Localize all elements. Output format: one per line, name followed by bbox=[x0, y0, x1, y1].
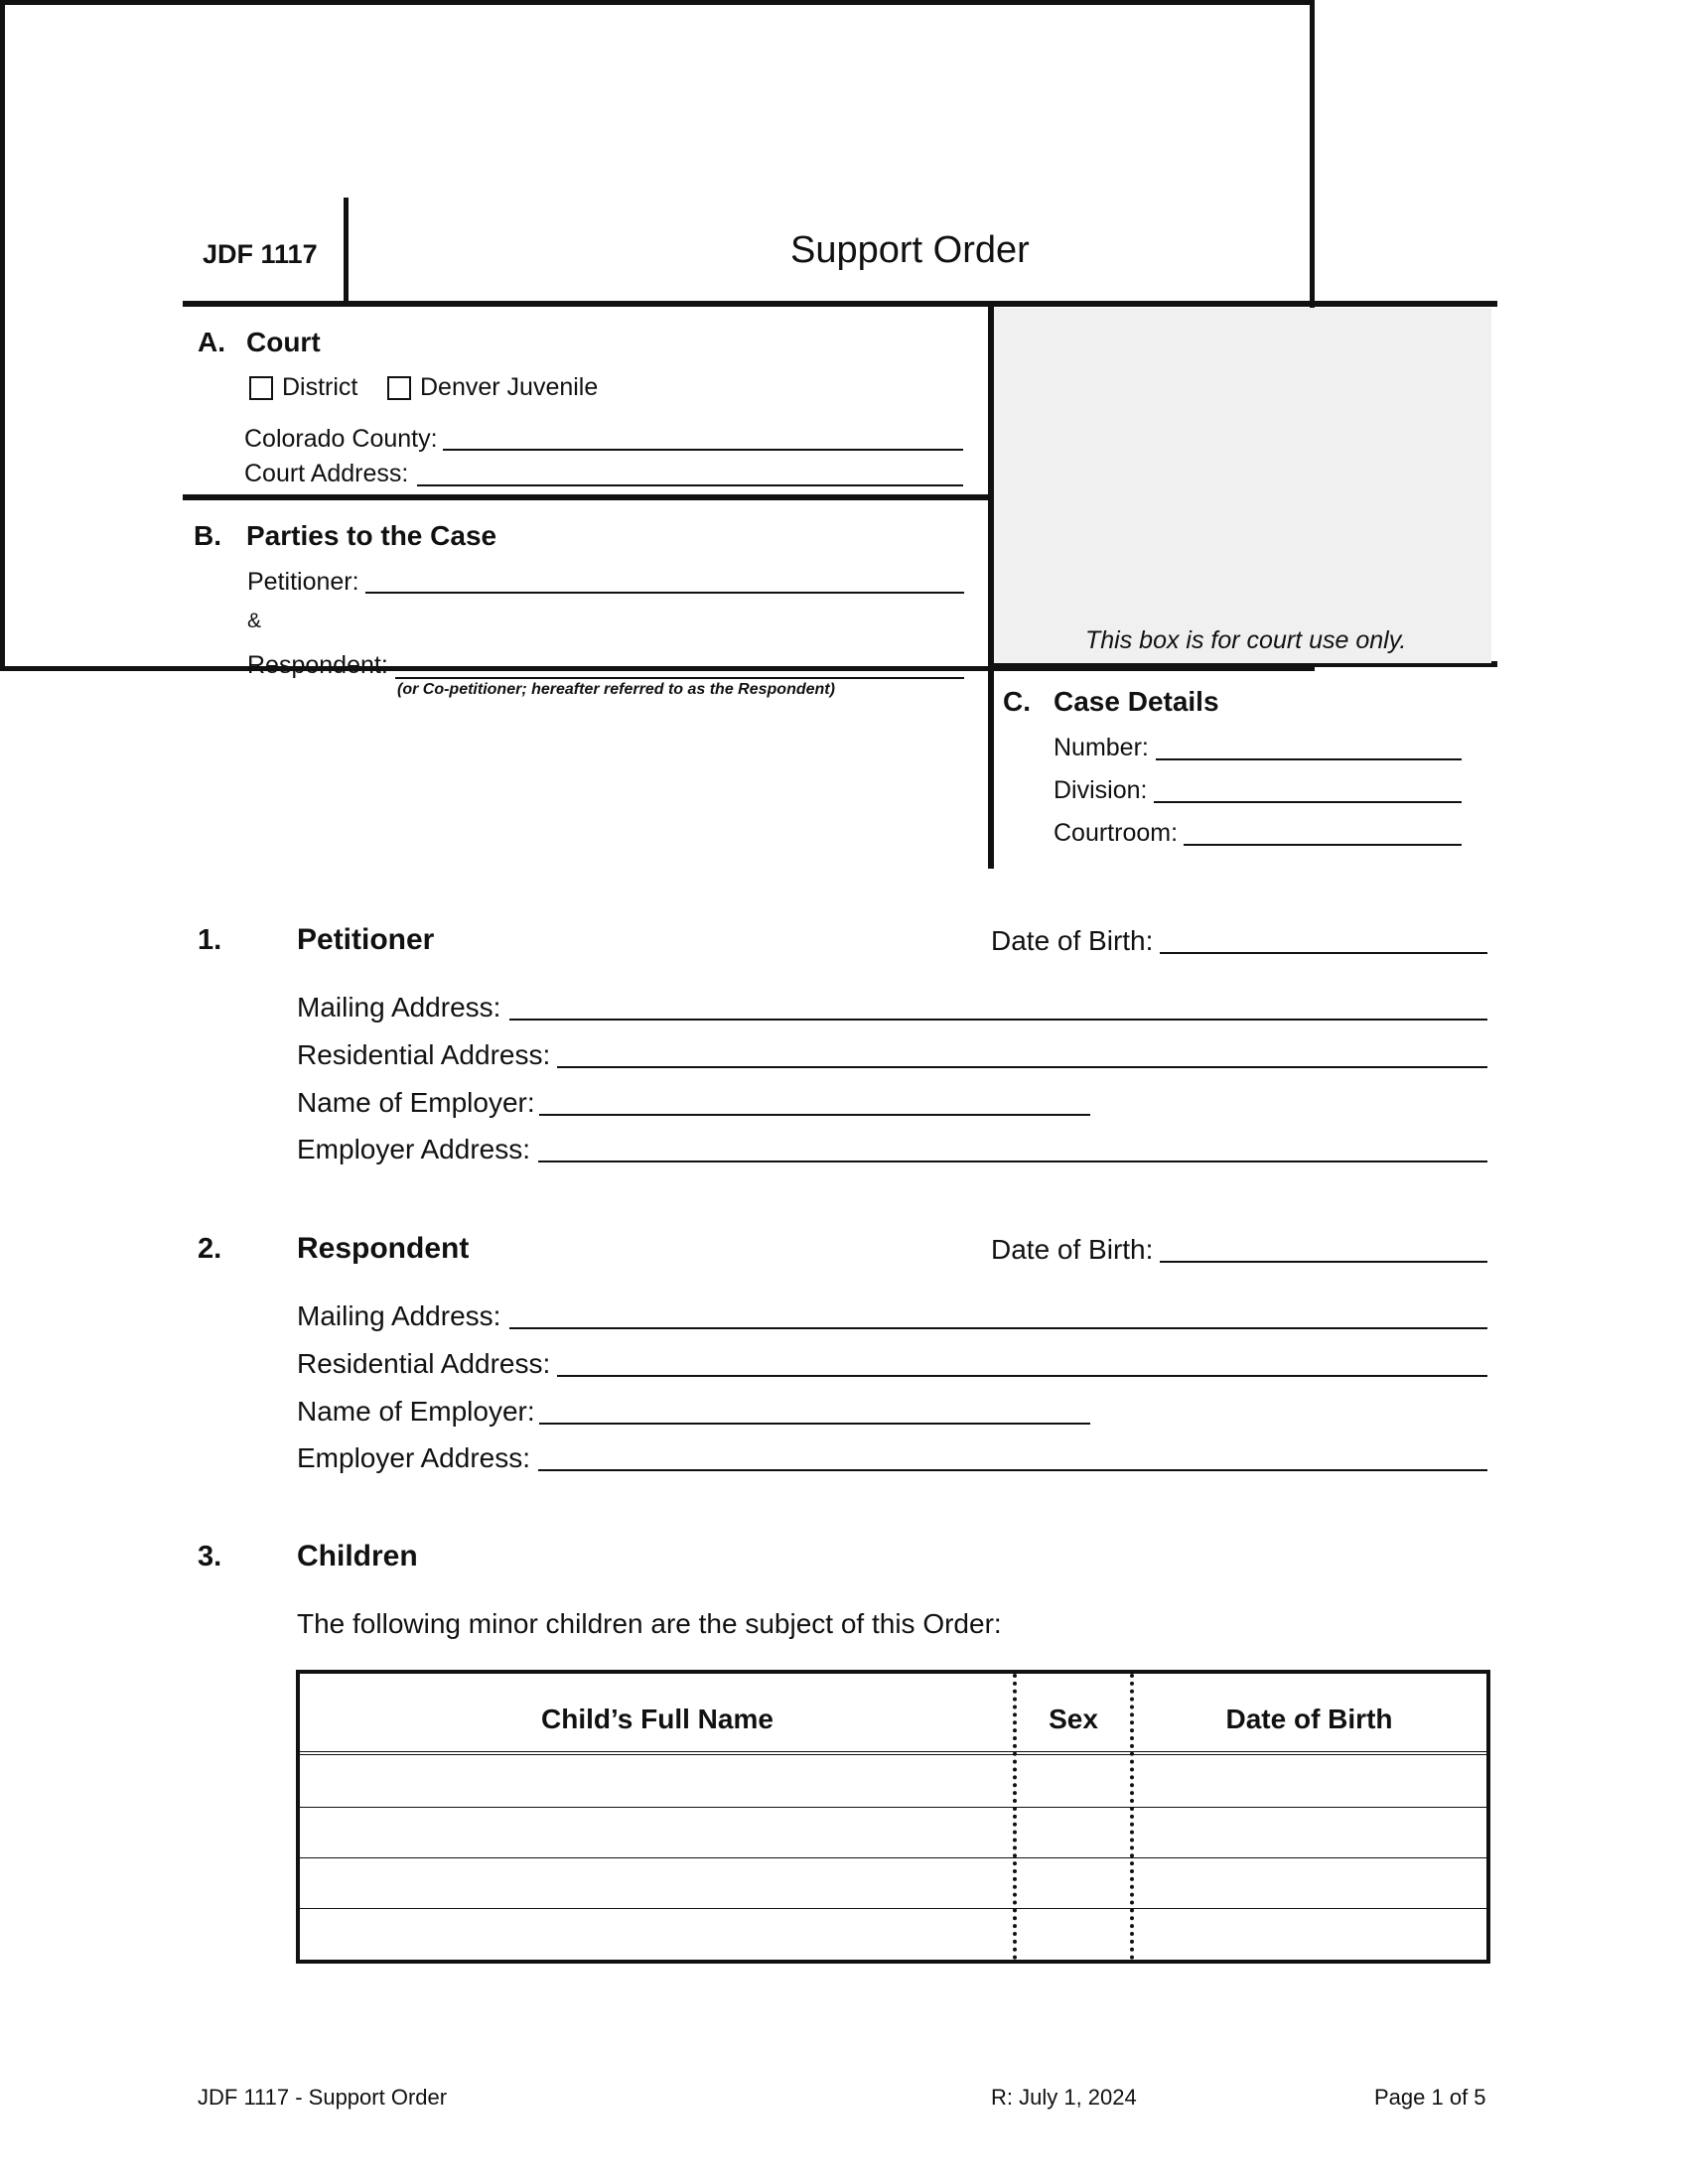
division-field[interactable] bbox=[1154, 801, 1462, 803]
section2-employer-label: Name of Employer: bbox=[297, 1396, 535, 1427]
section1-employer-label: Name of Employer: bbox=[297, 1087, 535, 1118]
child4-sex-cell[interactable] bbox=[1017, 1910, 1128, 1960]
case-number-label: Number: bbox=[1054, 734, 1149, 761]
court-use-text: This box is for court use only. bbox=[1085, 626, 1407, 654]
child2-sex-cell[interactable] bbox=[1017, 1809, 1128, 1856]
title-divider bbox=[183, 301, 1497, 307]
respondent-field[interactable] bbox=[395, 677, 964, 679]
section1-mailing-label: Mailing Address: bbox=[297, 992, 501, 1023]
parties-letter: B. bbox=[194, 520, 221, 551]
section1-dob-label: Date of Birth: bbox=[991, 925, 1154, 956]
division-label: Division: bbox=[1054, 776, 1148, 804]
section1-residential-field[interactable] bbox=[557, 1066, 1487, 1068]
court-title: Court bbox=[246, 327, 321, 357]
section2-employer-field[interactable] bbox=[539, 1423, 1090, 1425]
district-label: District bbox=[282, 373, 358, 401]
child3-dob-cell[interactable] bbox=[1134, 1859, 1486, 1907]
court-use-box bbox=[994, 308, 1491, 663]
col-dob: Date of Birth bbox=[1225, 1704, 1393, 1734]
row-separator bbox=[300, 1857, 1486, 1858]
county-field[interactable] bbox=[443, 449, 963, 451]
petitioner-label: Petitioner: bbox=[247, 568, 359, 596]
section2-employer-address-field[interactable] bbox=[538, 1469, 1487, 1471]
denver-juvenile-checkbox[interactable] bbox=[387, 376, 411, 400]
section2-employer-address-label: Employer Address: bbox=[297, 1442, 530, 1473]
section1-employer-address-field[interactable] bbox=[538, 1160, 1487, 1162]
petitioner-field[interactable] bbox=[365, 592, 964, 594]
children-table bbox=[296, 1670, 1490, 1964]
header-separator bbox=[300, 1751, 1486, 1755]
section1-employer-field[interactable] bbox=[539, 1114, 1090, 1116]
section3-number: 3. bbox=[198, 1541, 222, 1572]
courtroom-label: Courtroom: bbox=[1054, 819, 1179, 847]
row-separator bbox=[300, 1908, 1486, 1909]
child3-name-cell[interactable] bbox=[300, 1859, 1011, 1907]
section1-dob-field[interactable] bbox=[1160, 952, 1487, 954]
section2-dob-label: Date of Birth: bbox=[991, 1234, 1154, 1265]
section1-mailing-field[interactable] bbox=[509, 1019, 1487, 1021]
section2-mailing-label: Mailing Address: bbox=[297, 1300, 501, 1331]
ampersand: & bbox=[247, 610, 262, 632]
district-checkbox[interactable] bbox=[249, 376, 273, 400]
county-label: Colorado County: bbox=[244, 425, 438, 453]
child3-sex-cell[interactable] bbox=[1017, 1859, 1128, 1907]
section2-residential-field[interactable] bbox=[557, 1375, 1487, 1377]
child4-name-cell[interactable] bbox=[300, 1910, 1011, 1960]
child1-dob-cell[interactable] bbox=[1134, 1756, 1486, 1806]
col-sex: Sex bbox=[1049, 1704, 1098, 1734]
form-id: JDF 1117 bbox=[203, 239, 318, 269]
courtroom-field[interactable] bbox=[1184, 844, 1462, 846]
footer-page-number: Page 1 of 5 bbox=[1374, 2085, 1486, 2110]
denver-juvenile-label: Denver Juvenile bbox=[420, 373, 599, 401]
footer-revision: R: July 1, 2024 bbox=[991, 2085, 1137, 2110]
child4-dob-cell[interactable] bbox=[1134, 1910, 1486, 1960]
child2-dob-cell[interactable] bbox=[1134, 1809, 1486, 1856]
form-id-divider bbox=[344, 198, 349, 307]
court-parties-divider bbox=[183, 494, 991, 500]
court-address-label: Court Address: bbox=[244, 460, 409, 487]
col-child-name: Child’s Full Name bbox=[541, 1704, 774, 1734]
row-separator bbox=[300, 1807, 1486, 1808]
section2-title: Respondent bbox=[297, 1232, 470, 1265]
case-details-letter: C. bbox=[1003, 686, 1031, 717]
section2-dob-field[interactable] bbox=[1160, 1261, 1487, 1263]
court-address-field[interactable] bbox=[417, 484, 963, 486]
parties-title: Parties to the Case bbox=[246, 520, 497, 551]
footer-form-name: JDF 1117 - Support Order bbox=[198, 2085, 448, 2110]
section2-mailing-field[interactable] bbox=[509, 1327, 1487, 1329]
court-letter: A. bbox=[198, 327, 225, 357]
case-number-field[interactable] bbox=[1156, 758, 1462, 760]
section1-employer-address-label: Employer Address: bbox=[297, 1134, 530, 1164]
form-title: Support Order bbox=[790, 229, 1030, 271]
child2-name-cell[interactable] bbox=[300, 1809, 1011, 1856]
section3-intro: The following minor children are the subject of this Order: bbox=[297, 1608, 1002, 1639]
case-details-title: Case Details bbox=[1054, 686, 1219, 717]
child1-name-cell[interactable] bbox=[300, 1756, 1011, 1806]
section1-residential-label: Residential Address: bbox=[297, 1039, 551, 1070]
child1-sex-cell[interactable] bbox=[1017, 1756, 1128, 1806]
section2-number: 2. bbox=[198, 1233, 222, 1265]
section3-title: Children bbox=[297, 1540, 418, 1572]
respondent-note: (or Co-petitioner; hereafter referred to as the Respondent) bbox=[397, 681, 835, 698]
section1-number: 1. bbox=[198, 924, 222, 956]
section1-title: Petitioner bbox=[297, 923, 435, 956]
section2-residential-label: Residential Address: bbox=[297, 1348, 551, 1379]
respondent-label: Respondent: bbox=[247, 651, 388, 679]
